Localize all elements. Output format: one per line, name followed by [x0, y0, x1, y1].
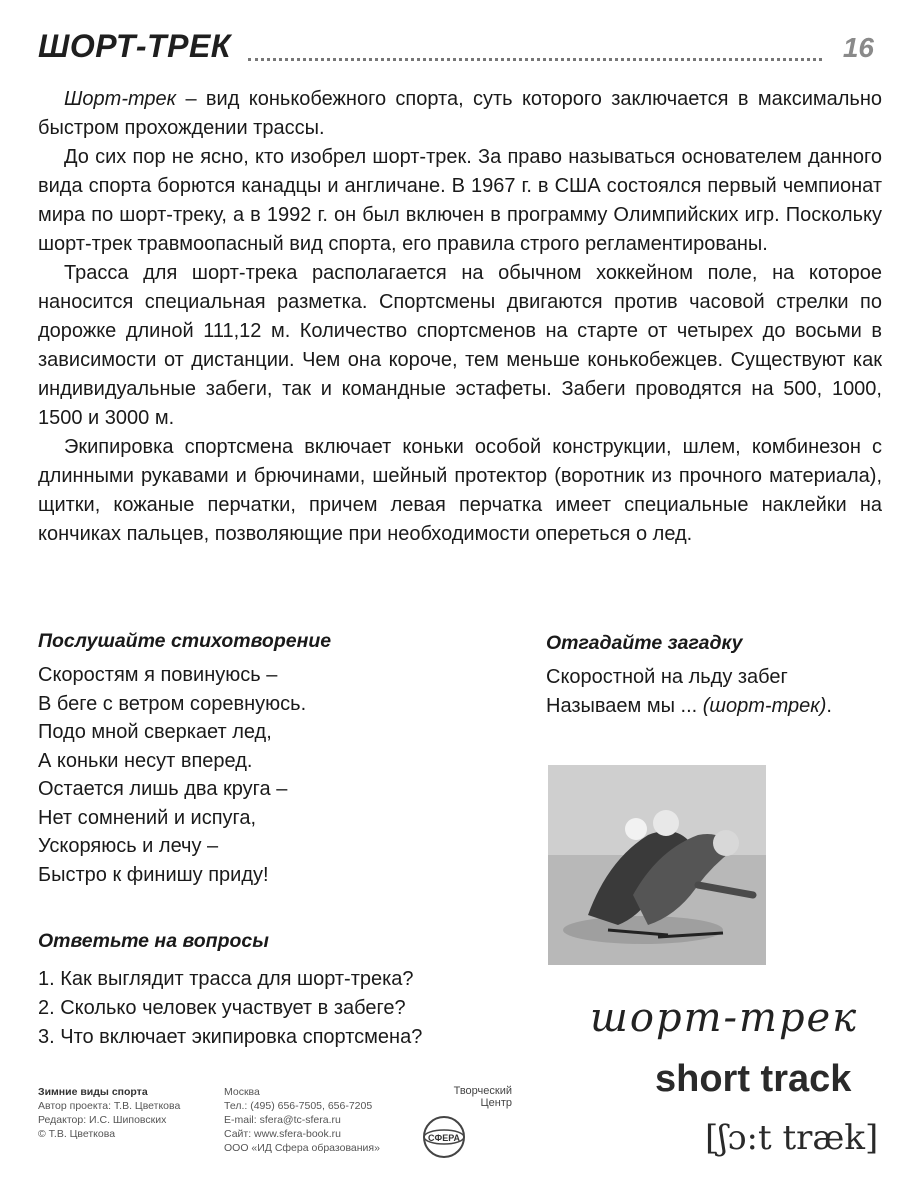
intro-text: [38, 85, 882, 549]
poem-line: А коньки несут вперед.: [38, 749, 253, 772]
website: Сайт: www.sfera-book.ru: [224, 1128, 341, 1140]
riddle-period: .: [826, 695, 832, 717]
page-header: [38, 28, 880, 72]
logo-line-2: Центр: [480, 1097, 512, 1109]
intro-paragraph-2: До сих пор не ясно, кто изобрел шорт-трек. За право называться основателем данного вида спорта борются канадцы и англичане. В 1967 г. в США состоялся первый чемпионат мира по шорт-треку, а в 1992 г. он был включен в программу Олимпийских игр. Поскольку шорт-трек травмоопасный вид спорта, его правила строго регламентированы.: [38, 146, 882, 255]
author: Автор проекта: Т.В. Цветкова: [38, 1100, 181, 1112]
poem-line: Подо мной сверкает лед,: [38, 721, 272, 743]
copyright: © Т.В. Цветкова: [38, 1128, 116, 1140]
page-title: ШОРТ-ТРЕК: [38, 28, 231, 64]
footer-credits: [38, 1085, 180, 1141]
publisher: ООО «ИД Сфера образования»: [224, 1142, 380, 1154]
question-item: 3. Что включает экипировка спортсмена?: [38, 1026, 423, 1048]
term: Шорт-трек: [64, 88, 177, 110]
riddle-heading: Отгадайте загадку: [546, 632, 743, 654]
poem-line: В беге с ветром соревнуюсь.: [38, 692, 307, 715]
riddle-text: Называем мы ...: [546, 695, 703, 717]
publisher-logo: [418, 1085, 518, 1165]
riddle-answer: (шорт-трек): [702, 695, 827, 717]
transcription: [ʃɔ:t træk]: [705, 1118, 879, 1158]
handwritten-word: шорт-трек: [590, 995, 859, 1041]
question-item: 1. Как выглядит трасса для шорт-трека?: [38, 968, 414, 990]
city: Москва: [224, 1086, 260, 1098]
email: E-mail: sfera@tc-sfera.ru: [224, 1114, 341, 1126]
english-word: short track: [655, 1058, 852, 1100]
intro-paragraph-4: Экипировка спортсмена включает коньки особой конструкции, шлем, комбинезон с длинными рукавами и брючинами, шейный протектор (воротник из прочного материала), щитки, кожаные перчатки, причем левая перчатка имеет специальные наклейки на кончиках пальцев, позволяющие при необходимости опереться о лед.: [38, 436, 882, 545]
skaters-illustration: [548, 765, 766, 965]
short-track-photo: [548, 765, 766, 965]
poem-heading: Послушайте стихотворение: [38, 630, 332, 652]
poem-line: Нет сомнений и испуга,: [38, 806, 257, 829]
question-item: 2. Сколько человек участвует в забеге?: [38, 997, 406, 1019]
logo-word: СФЕРА: [428, 1133, 460, 1143]
riddle-section: [546, 632, 886, 721]
questions-heading: Ответьте на вопросы: [38, 930, 269, 952]
phone: Тел.: (495) 656-7505, 656-7205: [224, 1100, 373, 1112]
riddle-line-1: Скоростной на льду забег: [546, 666, 788, 688]
riddle-line-2: [546, 692, 886, 721]
page-number: 16: [842, 32, 874, 63]
dotted-leader: [248, 58, 822, 61]
series-name: Зимние виды спорта: [38, 1086, 148, 1098]
footer-contacts: [224, 1085, 380, 1155]
questions-section: [38, 930, 538, 1052]
logo-line-1: Творческий: [453, 1085, 512, 1097]
poem-line: Ускоряюсь и лечу –: [38, 835, 219, 857]
poem-section: [38, 630, 508, 889]
intro-paragraph-1: [38, 85, 882, 143]
editor: Редактор: И.С. Шиповских: [38, 1114, 167, 1126]
poem-line: Остается лишь два круга –: [38, 778, 288, 800]
poem-line: Скоростям я повинуюсь –: [38, 664, 278, 686]
poem-line: Быстро к финишу приду!: [38, 863, 269, 886]
definition: – вид конькобежного спорта, суть которого заключается в максимально быстром прохождении трассы.: [38, 88, 882, 139]
logo-caption: [422, 1085, 512, 1109]
intro-paragraph-3: Трасса для шорт-трека располагается на обычном хоккейном поле, на которое наносится специальная разметка. Спортсмены двигаются против часовой стрелки по дорожке длиной 111,12 м. Количество спортсменов на старте от четырех до восьми в зависимости от дистанции. Чем она короче, тем меньше конькобежцев. Существуют как индивидуальные забеги, так и командные эстафеты. Забеги проводятся на 500, 1000, 1500 и 3000 м.: [38, 262, 882, 429]
